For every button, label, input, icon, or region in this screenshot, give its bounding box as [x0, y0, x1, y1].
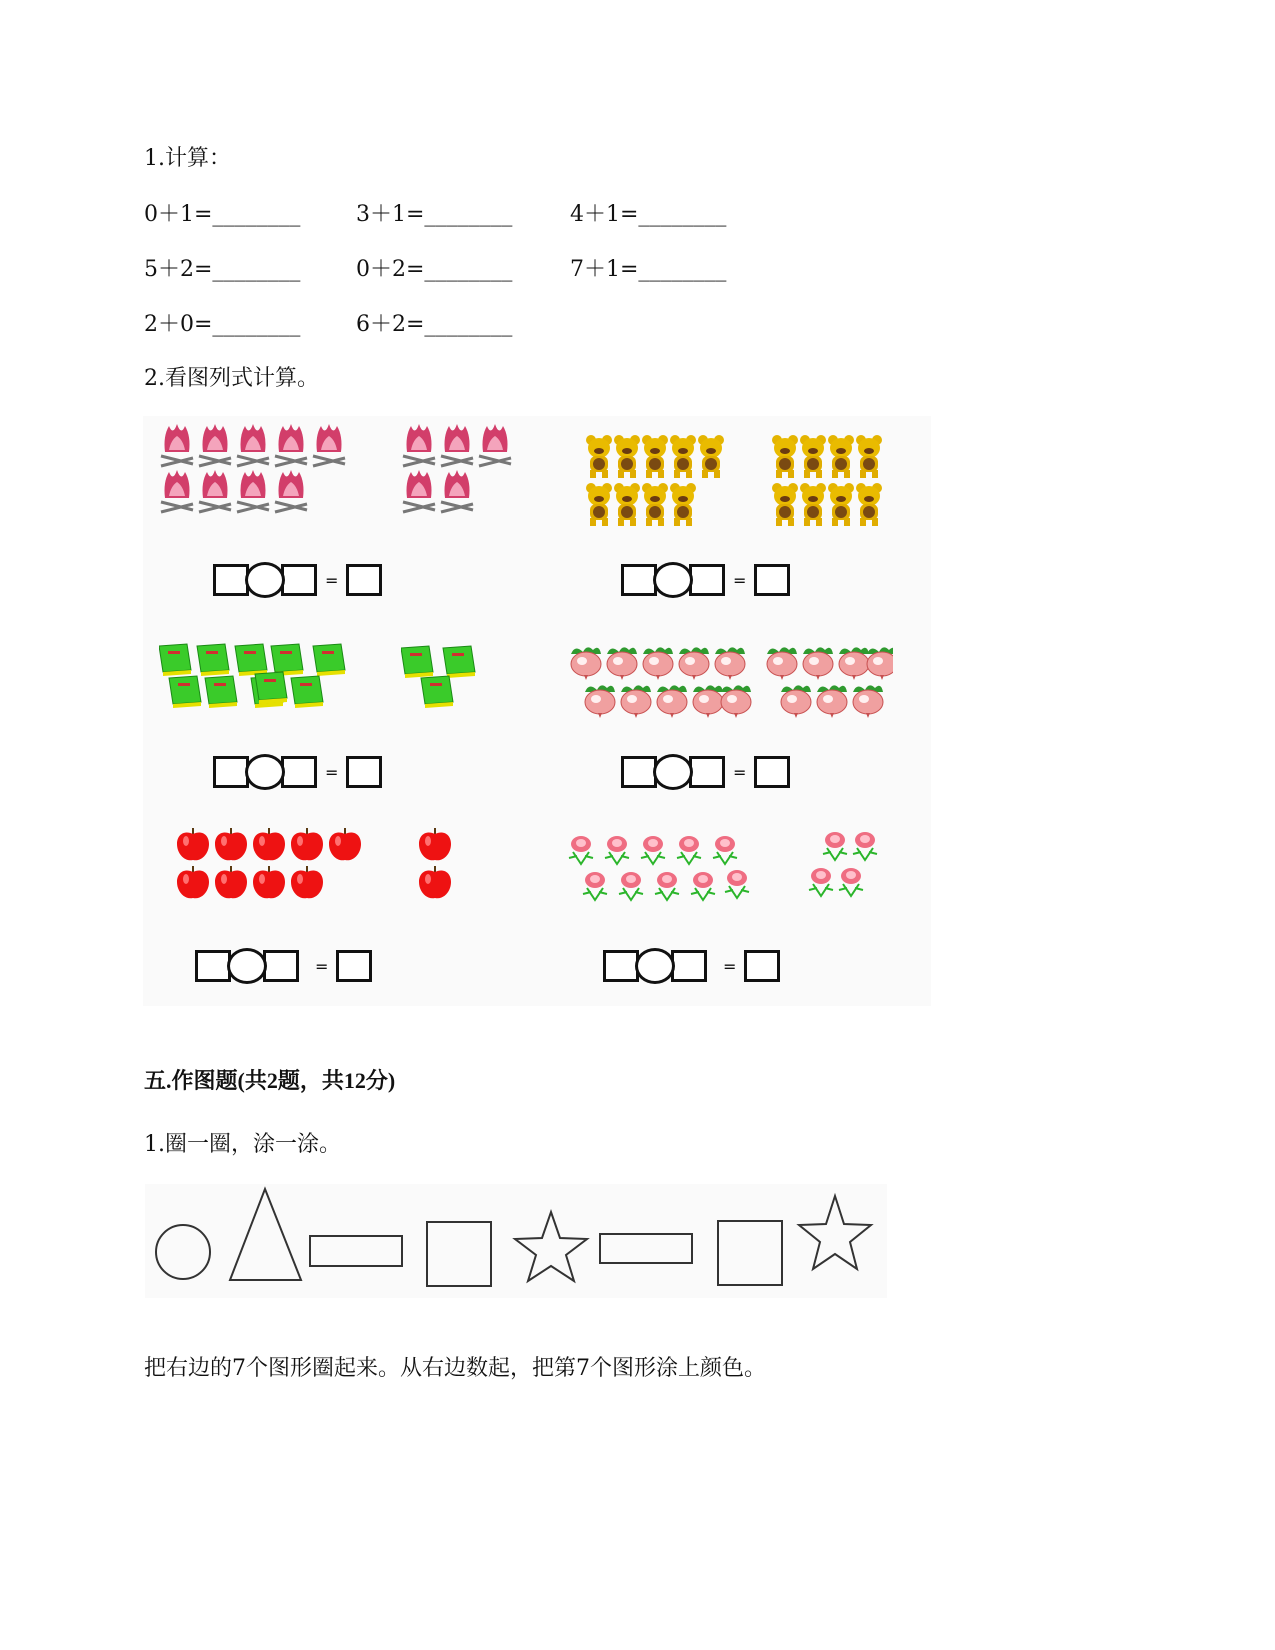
answer-box[interactable]: [263, 950, 299, 982]
q1-item[interactable]: 7＋1=________: [570, 257, 727, 282]
answer-box[interactable]: [621, 564, 657, 596]
q1-item[interactable]: 0＋2=________: [356, 257, 513, 282]
apple-group-left: [175, 824, 371, 904]
equals-sign: =: [315, 956, 329, 976]
q1-item[interactable]: 2＋0=________: [144, 312, 301, 337]
q1-item[interactable]: 0＋1=________: [144, 202, 301, 227]
equation-box[interactable]: [621, 754, 790, 790]
instruction-text: 把右边的7个图形圈起来。从右边数起，把第7个图形涂上颜色。: [144, 1356, 766, 1381]
picture-panel: [143, 416, 931, 1006]
answer-box[interactable]: [213, 564, 249, 596]
answer-box[interactable]: [195, 950, 231, 982]
q2-title: 2.看图列式计算。: [144, 366, 319, 391]
radish-group-right: [763, 642, 893, 724]
equals-sign: =: [723, 956, 737, 976]
rectangle-shape[interactable]: [600, 1234, 692, 1263]
book-group-left: [159, 642, 359, 710]
apple-group-right: [417, 826, 457, 904]
operator-circle[interactable]: [227, 948, 267, 984]
operator-circle[interactable]: [653, 754, 693, 790]
equals-sign: =: [733, 762, 747, 782]
equation-box[interactable]: [603, 948, 780, 984]
flower-group-right: [399, 416, 529, 520]
square-shape[interactable]: [718, 1221, 782, 1285]
operator-circle[interactable]: [635, 948, 675, 984]
equals-sign: =: [733, 570, 747, 590]
answer-box[interactable]: [621, 756, 657, 788]
answer-box[interactable]: [603, 950, 639, 982]
bear-group-right: [771, 434, 891, 534]
section-heading: 五.作图题(共2题，共12分): [144, 1068, 396, 1093]
equation-box[interactable]: [213, 562, 382, 598]
result-box[interactable]: [346, 756, 382, 788]
q1-title: 1.计算：: [144, 146, 231, 171]
equation-box[interactable]: [621, 562, 790, 598]
star-shape[interactable]: [799, 1196, 871, 1269]
result-box[interactable]: [754, 564, 790, 596]
bear-group-left: [585, 434, 735, 534]
answer-box[interactable]: [281, 564, 317, 596]
q1-item[interactable]: 6＋2=________: [356, 312, 513, 337]
result-box[interactable]: [744, 950, 780, 982]
star-shape[interactable]: [515, 1212, 587, 1281]
answer-box[interactable]: [671, 950, 707, 982]
radish-group-left: [567, 642, 757, 724]
operator-circle[interactable]: [245, 562, 285, 598]
rectangle-shape[interactable]: [310, 1236, 402, 1266]
q1-item[interactable]: 5＋2=________: [144, 257, 301, 282]
equals-sign: =: [325, 762, 339, 782]
equation-box[interactable]: [213, 754, 382, 790]
shapes-panel: [145, 1184, 887, 1298]
operator-circle[interactable]: [245, 754, 285, 790]
circle-shape[interactable]: [156, 1225, 210, 1279]
answer-box[interactable]: [689, 564, 725, 596]
operator-circle[interactable]: [653, 562, 693, 598]
q1-item[interactable]: 3＋1=________: [356, 202, 513, 227]
answer-box[interactable]: [281, 756, 317, 788]
rose-group-right: [807, 828, 887, 904]
q1-item[interactable]: 4＋1=________: [570, 202, 727, 227]
result-box[interactable]: [346, 564, 382, 596]
book-group-right: [401, 644, 481, 710]
result-box[interactable]: [754, 756, 790, 788]
equation-box[interactable]: [195, 948, 372, 984]
flower-group-left: [157, 416, 367, 520]
answer-box[interactable]: [213, 756, 249, 788]
result-box[interactable]: [336, 950, 372, 982]
equals-sign: =: [325, 570, 339, 590]
s5-q1-title: 1.圈一圈，涂一涂。: [144, 1132, 341, 1157]
triangle-shape[interactable]: [230, 1189, 301, 1280]
square-shape[interactable]: [427, 1222, 491, 1286]
rose-group-left: [567, 832, 757, 906]
answer-box[interactable]: [689, 756, 725, 788]
